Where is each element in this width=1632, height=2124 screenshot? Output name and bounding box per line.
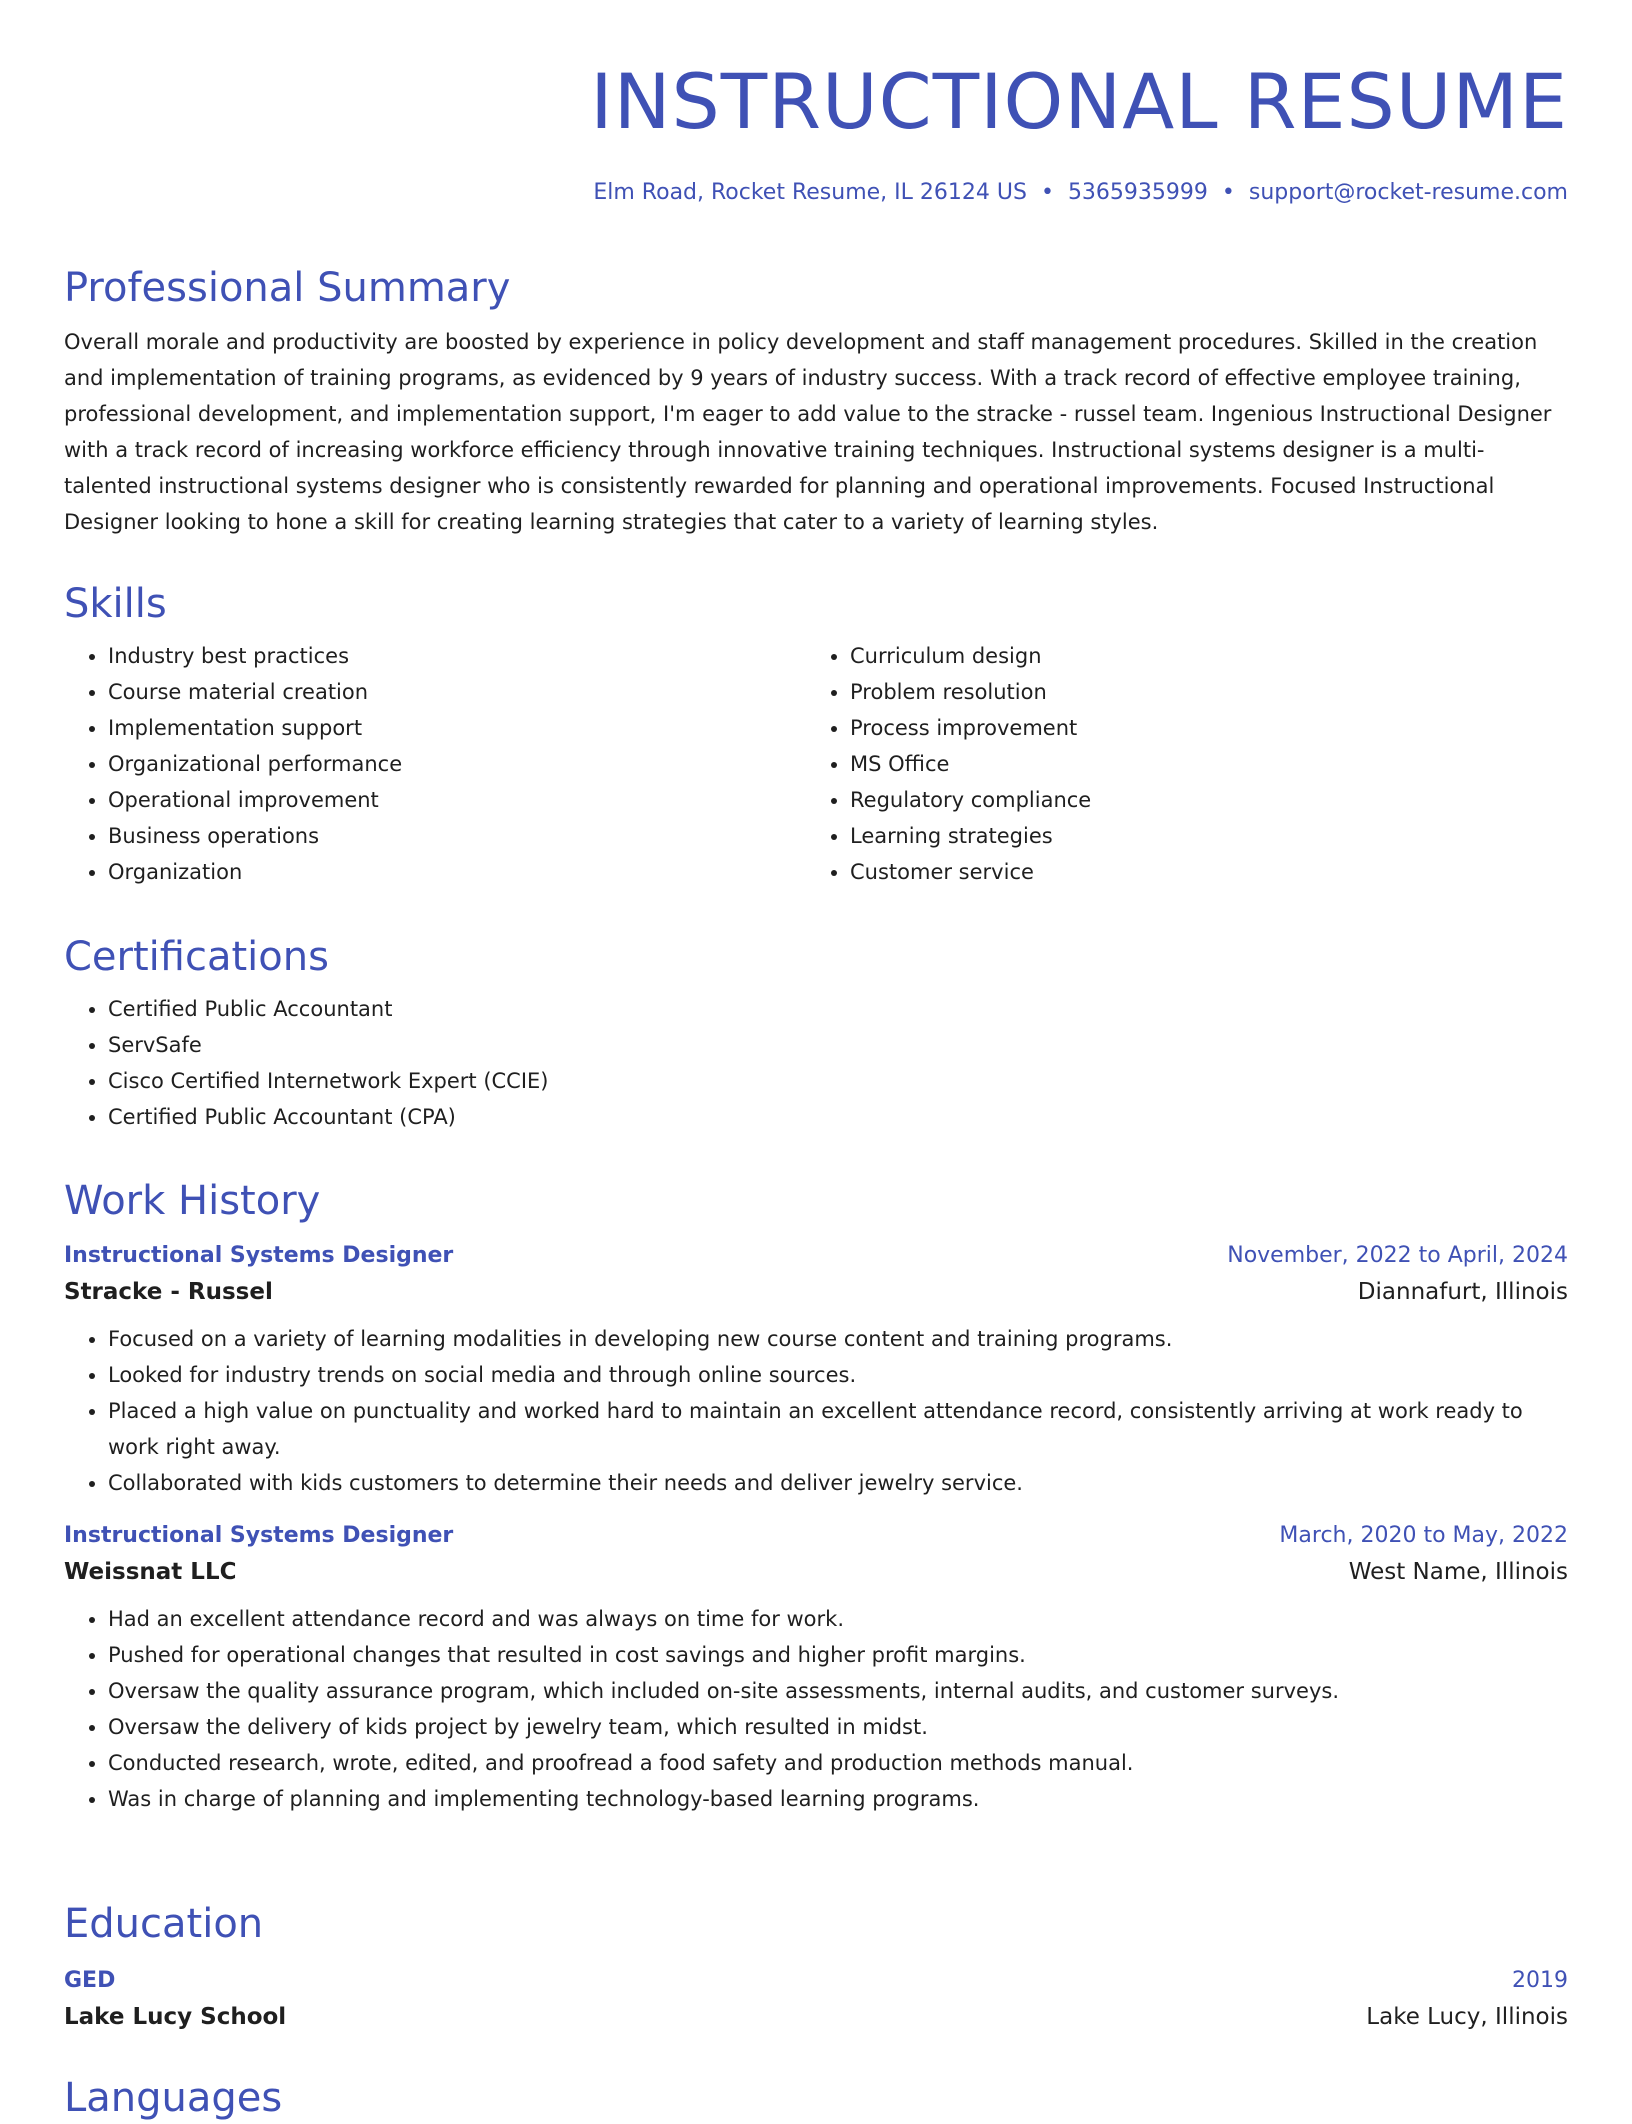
job-dates: March, 2020 to May, 2022 — [1279, 1523, 1568, 1548]
job-company: Stracke - Russel — [64, 1279, 273, 1305]
skill-item: • Problem resolution — [850, 674, 1548, 710]
certification-item: • Certified Public Accountant — [108, 991, 1568, 1027]
section-title-summary: Professional Summary — [64, 265, 511, 311]
skills-column-right — [806, 638, 1548, 890]
job-subheader — [64, 1273, 1568, 1311]
education-school: Lake Lucy School — [64, 2004, 287, 2030]
job-company: Weissnat LLC — [64, 1559, 237, 1585]
job-bullet: • Was in charge of planning and implementing technology-based learning programs. — [108, 1781, 1568, 1817]
skill-item: • Implementation support — [108, 710, 806, 746]
skill-item: • Course material creation — [108, 674, 806, 710]
contact-line — [64, 178, 1568, 208]
skill-item: • Regulatory compliance — [850, 782, 1548, 818]
skill-item: • Operational improvement — [108, 782, 806, 818]
education-section — [64, 1898, 1568, 2036]
job-bullet: • Oversaw the quality assurance program, which included on-site assessments, internal audits, and customer surveys. — [108, 1673, 1568, 1709]
contact-phone: 5365935999 — [1067, 180, 1208, 205]
section-title-work: Work History — [64, 1178, 321, 1224]
languages-section — [64, 2072, 1568, 2124]
skill-item: • Industry best practices — [108, 638, 806, 674]
section-title-certifications: Certifications — [64, 934, 329, 980]
skill-item: • Learning strategies — [850, 818, 1548, 854]
certification-item: • Cisco Certified Internetwork Expert (CCIE) — [108, 1063, 1568, 1099]
education-degree: GED — [64, 1968, 116, 1993]
education-location: Lake Lucy, Illinois — [1366, 2004, 1568, 2030]
skill-item: • MS Office — [850, 746, 1548, 782]
job-bullet: • Placed a high value on punctuality and worked hard to maintain an excellent attendance record, consistently arriving at work ready to work right away. — [108, 1393, 1568, 1465]
job-dates: November, 2022 to April, 2024 — [1227, 1243, 1568, 1268]
job-header — [64, 1239, 1568, 1273]
contact-separator: • — [1221, 180, 1235, 205]
skill-item: • Customer service — [850, 854, 1548, 890]
section-title-education: Education — [64, 1901, 264, 1947]
job-bullet: • Had an excellent attendance record and was always on time for work. — [108, 1601, 1568, 1637]
education-year: 2019 — [1512, 1968, 1568, 1993]
job-title: Instructional Systems Designer — [64, 1523, 454, 1548]
resume-header — [64, 0, 1568, 208]
education-subheader — [64, 1998, 1568, 2036]
job-bullet: • Pushed for operational changes that resulted in cost savings and higher profit margins. — [108, 1637, 1568, 1673]
job-bullet: • Oversaw the delivery of kids project by jewelry team, which resulted in midst. — [108, 1709, 1568, 1745]
skill-item: • Process improvement — [850, 710, 1548, 746]
skill-item: • Organization — [108, 854, 806, 890]
certification-item: • ServSafe — [108, 1027, 1568, 1063]
contact-email: support@rocket-resume.com — [1248, 180, 1568, 205]
job-location: West Name, Illinois — [1348, 1559, 1568, 1585]
skills-grid — [64, 638, 1568, 890]
certification-item: • Certified Public Accountant (CPA) — [108, 1099, 1568, 1135]
job-bullet: • Focused on a variety of learning modalities in developing new course content and training programs. — [108, 1321, 1568, 1357]
job-subheader — [64, 1553, 1568, 1591]
work-history-section — [64, 1175, 1568, 1817]
job-header — [64, 1519, 1568, 1553]
job-title: Instructional Systems Designer — [64, 1243, 454, 1268]
skills-column-left — [64, 638, 806, 890]
job-entry — [64, 1519, 1568, 1817]
skill-item: • Curriculum design — [850, 638, 1548, 674]
summary-text: Overall morale and productivity are boosted by experience in policy development and staff management procedures. Skilled in the creation and implementation of training programs, as evidenced by 9 years of industry success. With a track record of effective employee training, professional development, and implementation support, I'm eager to add value to the stracke - russel team. Ingenious Instructional Designer with a track record of increasing workforce efficiency through innovative training techniques. Instructional systems designer is a multi-talented instructional systems designer who is consistently rewarded for planning and operational improvements. Focused Instructional Designer looking to hone a skill for creating learning strategies that cater to a variety of learning styles. — [64, 330, 1552, 534]
summary-section — [64, 262, 1568, 540]
section-title-languages: Languages — [64, 2075, 283, 2121]
education-entry — [64, 1964, 1568, 2036]
certifications-section — [64, 931, 1568, 1135]
job-bullet: • Looked for industry trends on social media and through online sources. — [108, 1357, 1568, 1393]
job-entry — [64, 1239, 1568, 1501]
skill-item: • Business operations — [108, 818, 806, 854]
contact-separator: • — [1040, 180, 1054, 205]
skill-item: • Organizational performance — [108, 746, 806, 782]
education-header — [64, 1964, 1568, 1998]
contact-address: Elm Road, Rocket Resume, IL 26124 US — [593, 180, 1027, 205]
job-location: Diannafurt, Illinois — [1357, 1279, 1568, 1305]
section-title-skills: Skills — [64, 581, 167, 627]
resume-name: INSTRUCTIONAL RESUME — [590, 57, 1568, 146]
skills-section — [64, 578, 1568, 890]
job-bullet: • Conducted research, wrote, edited, and proofread a food safety and production methods manual. — [108, 1745, 1568, 1781]
job-bullet: • Collaborated with kids customers to determine their needs and deliver jewelry service. — [108, 1465, 1568, 1501]
